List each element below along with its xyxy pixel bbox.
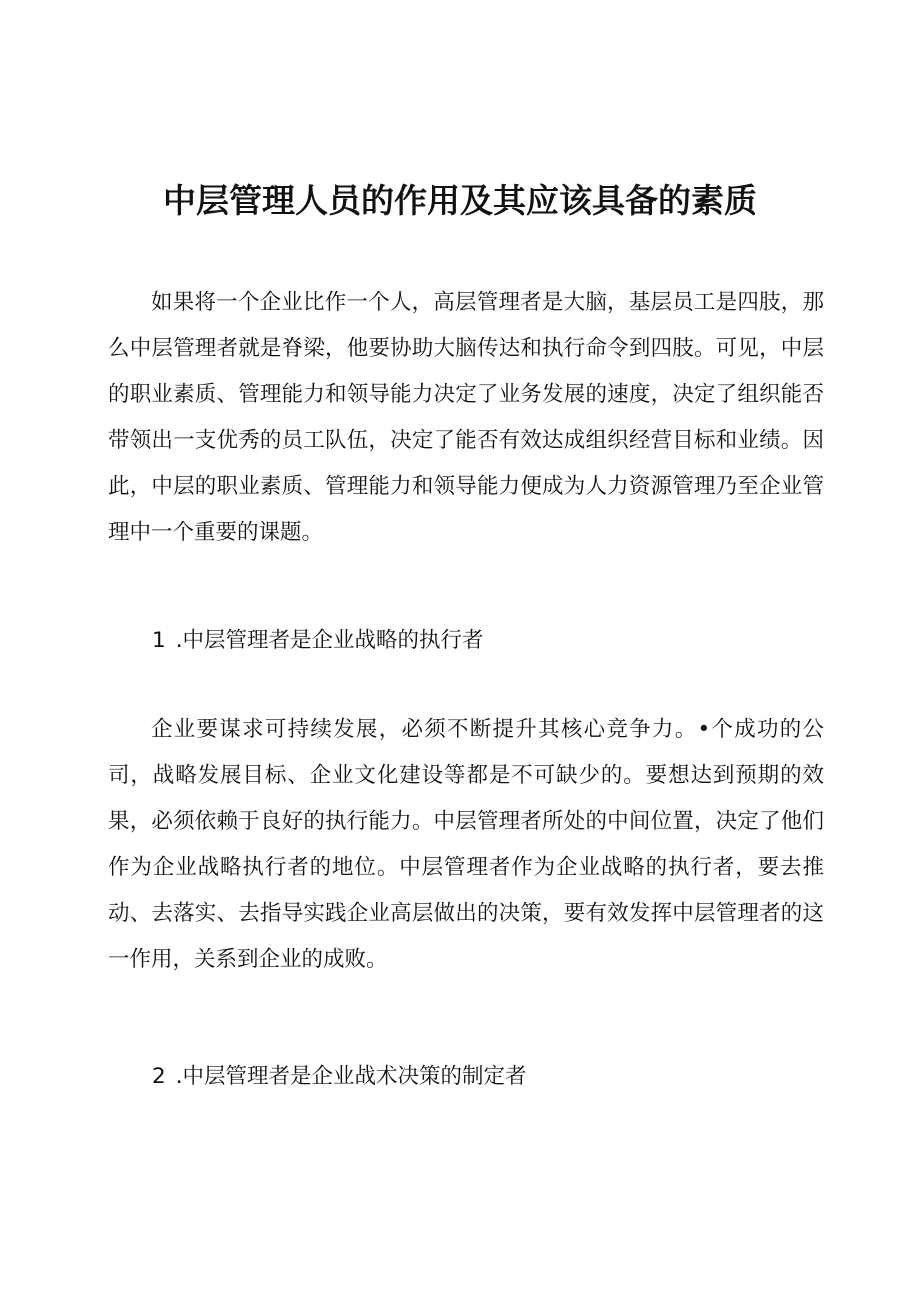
section-heading-2 <box>152 1054 527 1100</box>
section-number: 1 <box>152 628 166 653</box>
section-number: 2 <box>152 1064 166 1089</box>
intro-paragraph: 如果将一个企业比作一个人，高层管理者是大脑，基层员工是四肢，那么中层管理者就是脊梁，他要协助大脑传达和执行命令到四肢。可见，中层的职业素质、管理能力和领导能力决定了业务发展的速度，决定了组织能否带领出一支优秀的员工队伍，决定了能否有效达成组织经营目标和业绩。因此，中层的职业素质、管理能力和领导能力便成为人力资源管理乃至企业管理中一个重要的课题。 <box>108 290 824 545</box>
section-1-paragraph: 企业要谋求可持续发展，必须不断提升其核心竞争力。•个成功的公司，战略发展目标、企业文化建设等都是不可缺少的。要想达到预期的效果，必须依赖于良好的执行能力。中层管理者所处的中间位置，决定了他们作为企业战略执行者的地位。中层管理者作为企业战略的执行者，要去推动、去落实、去指导实践企业高层做出的决策，要有效发挥中层管理者的这一作用，关系到企业的成败。 <box>108 717 824 972</box>
section-heading-text: .中层管理者是企业战略的执行者 <box>175 628 484 653</box>
section-heading-1 <box>152 618 484 664</box>
section-heading-text: .中层管理者是企业战术决策的制定者 <box>175 1064 527 1089</box>
page-title: 中层管理人员的作用及其应该具备的素质 <box>163 181 757 220</box>
